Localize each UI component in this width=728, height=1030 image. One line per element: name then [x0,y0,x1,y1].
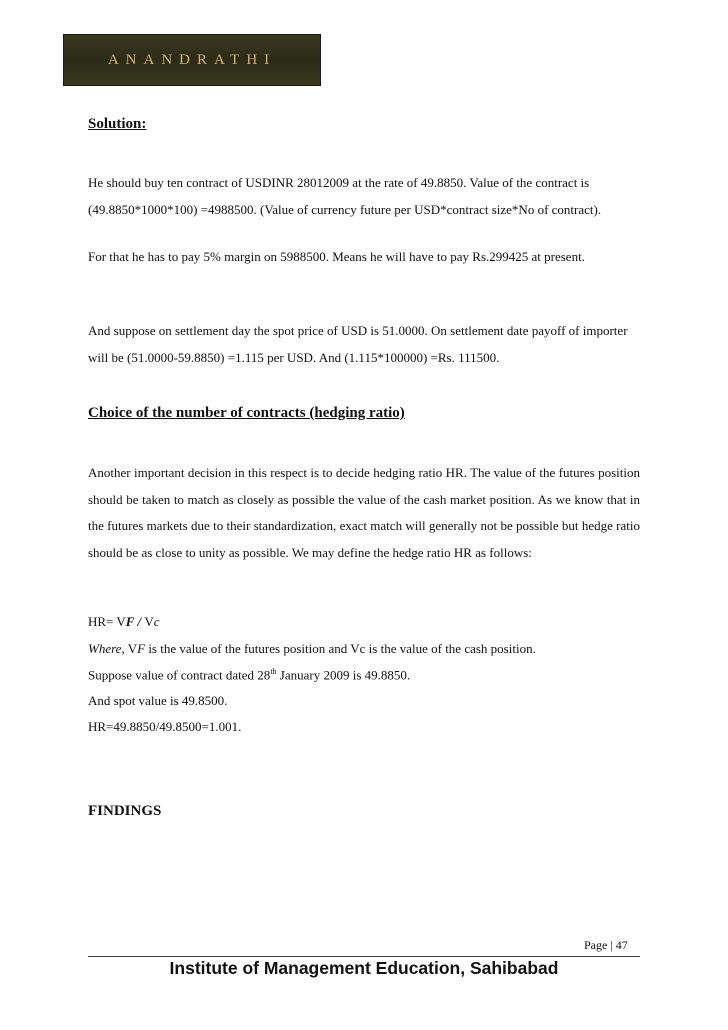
formula-prefix: HR= V [88,614,126,629]
solution-heading: Solution: [88,116,147,132]
where-line [88,641,536,657]
logo-text: ANANDRATHI [107,51,277,68]
anandrathi-logo [63,34,321,86]
formula-v: V [144,614,154,629]
solution-paragraph-2: For that he has to pay 5% margin on 5988500. Means he will have to pay Rs.299425 at present. [88,249,585,264]
footer-divider [88,956,640,957]
where-label: Where, [88,641,125,656]
suppose-b: January 2009 is 49.8850. [276,667,411,683]
solution-paragraph-1: He should buy ten contract of USDINR 28012009 at the rate of 49.8850. Value of the contract is (49.8850*1000*100) =4988500. (Value of currency future per USD*contract size*No of contract). [88,175,602,217]
hr-result-line: HR=49.8850/49.8500=1.001. [88,719,242,734]
suppose-a: Suppose value of contract dated 28 [88,667,271,683]
institute-name: Institute of Management Education, Sahibabad [169,958,559,978]
suppose-superscript: th [270,667,277,676]
where-text: is the value of the futures position and Vc is the value of the cash position. [145,641,536,656]
spot-value-line: And spot value is 49.8500. [88,693,228,708]
findings-heading: FINDINGS [88,803,162,819]
choice-heading: Choice of the number of contracts (hedging ratio) [88,405,405,421]
suppose-line [88,667,410,683]
solution-paragraph-3: And suppose on settlement day the spot price of USD is 51.0000. On settlement date payoff of importer will be (51.0000-59.8850) =1.115 per USD. And (1.115*100000) =Rs. 111500. [88,323,628,365]
hr-formula [88,614,160,630]
where-f: F [137,641,146,656]
formula-f: F [125,614,135,629]
where-v: V [124,641,138,656]
formula-c: c [153,614,160,629]
choice-paragraph: Another important decision in this respect is to decide hedging ratio HR. The value of the futures position should be taken to match as closely as possible the value of the cash market position. As we know that in the futures markets due to their standardization, exact match will generally not be possible but hedge ratio should be as close to unity as possible. We may define the hedge ratio HR as follows: [88,465,640,560]
page-number: Page | 47 [584,938,628,952]
formula-slash: / [134,614,145,629]
